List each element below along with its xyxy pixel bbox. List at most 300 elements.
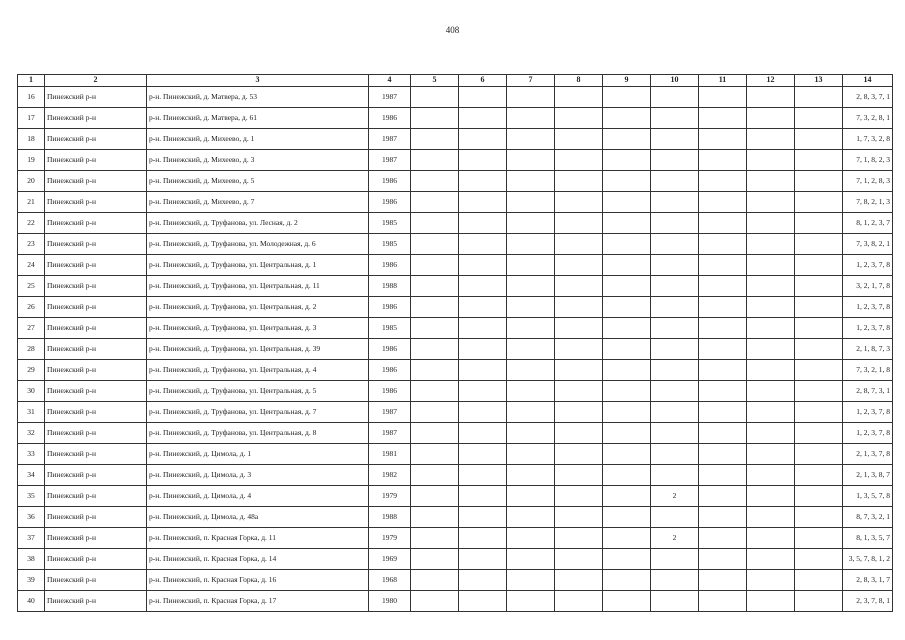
column-header: 13 [795,75,843,87]
cell-col14: 2, 8, 7, 3, 1 [843,381,893,402]
cell-col10 [651,87,699,108]
cell-address: р-н. Пинежский, д. Труфанова, ул. Центральная, д. 4 [147,360,369,381]
cell-col12 [747,213,795,234]
cell-year: 1986 [369,108,411,129]
cell-district: Пинежский р-н [45,570,147,591]
cell-col14: 2, 1, 3, 8, 7 [843,465,893,486]
cell-col5 [411,591,459,612]
cell-col11 [699,255,747,276]
cell-col6 [459,444,507,465]
cell-col10: 2 [651,486,699,507]
cell-col9 [603,486,651,507]
cell-col10 [651,171,699,192]
cell-col12 [747,549,795,570]
cell-col8 [555,150,603,171]
cell-col10 [651,318,699,339]
cell-col13 [795,507,843,528]
cell-address: р-н. Пинежский, д. Труфанова, ул. Центральная, д. 39 [147,339,369,360]
cell-district: Пинежский р-н [45,297,147,318]
cell-district: Пинежский р-н [45,87,147,108]
column-header: 12 [747,75,795,87]
cell-col6 [459,381,507,402]
cell-col6 [459,276,507,297]
cell-address: р-н. Пинежский, д. Труфанова, ул. Центральная, д. 2 [147,297,369,318]
cell-address: р-н. Пинежский, д. Михеево, д. 7 [147,192,369,213]
column-header: 10 [651,75,699,87]
cell-col11 [699,108,747,129]
cell-col11 [699,507,747,528]
cell-year: 1988 [369,276,411,297]
table-row [18,549,893,570]
cell-col10 [651,549,699,570]
table-row [18,360,893,381]
table-row [18,339,893,360]
cell-col9 [603,570,651,591]
cell-col6 [459,465,507,486]
cell-col7 [507,255,555,276]
cell-col12 [747,591,795,612]
cell-col11 [699,549,747,570]
cell-col12 [747,234,795,255]
cell-number: 29 [18,360,45,381]
cell-col13 [795,192,843,213]
cell-col12 [747,444,795,465]
cell-col8 [555,570,603,591]
cell-address: р-н. Пинежский, д. Михеево, д. 1 [147,129,369,150]
cell-col6 [459,360,507,381]
cell-col13 [795,213,843,234]
cell-col13 [795,549,843,570]
cell-col9 [603,276,651,297]
cell-year: 1987 [369,150,411,171]
cell-col6 [459,339,507,360]
table-row [18,192,893,213]
cell-number: 21 [18,192,45,213]
cell-col7 [507,339,555,360]
table-row [18,486,893,507]
cell-col5 [411,192,459,213]
cell-col10 [651,339,699,360]
cell-col14: 1, 3, 5, 7, 8 [843,486,893,507]
cell-col12 [747,192,795,213]
table-row [18,171,893,192]
cell-col5 [411,381,459,402]
cell-district: Пинежский р-н [45,192,147,213]
cell-year: 1986 [369,255,411,276]
cell-col7 [507,381,555,402]
cell-col12 [747,129,795,150]
cell-col11 [699,486,747,507]
cell-number: 16 [18,87,45,108]
column-header: 5 [411,75,459,87]
cell-year: 1986 [369,360,411,381]
cell-col14: 7, 8, 2, 1, 3 [843,192,893,213]
cell-col12 [747,402,795,423]
cell-col13 [795,423,843,444]
column-header: 4 [369,75,411,87]
cell-address: р-н. Пинежский, д. Труфанова, ул. Центральная, д. 1 [147,255,369,276]
cell-col6 [459,570,507,591]
cell-district: Пинежский р-н [45,465,147,486]
cell-col8 [555,255,603,276]
cell-col5 [411,339,459,360]
cell-col5 [411,528,459,549]
cell-col7 [507,234,555,255]
column-header: 7 [507,75,555,87]
cell-col7 [507,402,555,423]
cell-col7 [507,444,555,465]
table-row [18,87,893,108]
cell-year: 1986 [369,339,411,360]
cell-col13 [795,591,843,612]
column-header: 8 [555,75,603,87]
cell-address: р-н. Пинежский, д. Труфанова, ул. Центральная, д. 3 [147,318,369,339]
cell-col6 [459,129,507,150]
cell-col8 [555,213,603,234]
cell-col7 [507,591,555,612]
cell-col12 [747,255,795,276]
cell-number: 37 [18,528,45,549]
cell-col11 [699,570,747,591]
cell-year: 1968 [369,570,411,591]
cell-col8 [555,591,603,612]
cell-col6 [459,591,507,612]
cell-district: Пинежский р-н [45,255,147,276]
column-header: 9 [603,75,651,87]
cell-district: Пинежский р-н [45,150,147,171]
cell-district: Пинежский р-н [45,444,147,465]
cell-col5 [411,108,459,129]
cell-col9 [603,213,651,234]
cell-col5 [411,507,459,528]
cell-col7 [507,318,555,339]
cell-district: Пинежский р-н [45,360,147,381]
cell-col12 [747,381,795,402]
cell-col14: 2, 1, 3, 7, 8 [843,444,893,465]
cell-year: 1985 [369,318,411,339]
cell-col6 [459,423,507,444]
cell-col5 [411,465,459,486]
cell-address: р-н. Пинежский, п. Красная Горка, д. 16 [147,570,369,591]
cell-col12 [747,297,795,318]
cell-col7 [507,549,555,570]
cell-col8 [555,549,603,570]
cell-col14: 1, 2, 3, 7, 8 [843,297,893,318]
cell-district: Пинежский р-н [45,171,147,192]
cell-address: р-н. Пинежский, д. Цимола, д. 48а [147,507,369,528]
cell-year: 1986 [369,297,411,318]
cell-col6 [459,297,507,318]
cell-col13 [795,381,843,402]
cell-col6 [459,549,507,570]
cell-col9 [603,549,651,570]
cell-number: 40 [18,591,45,612]
cell-col8 [555,423,603,444]
cell-col5 [411,549,459,570]
table-row [18,234,893,255]
cell-district: Пинежский р-н [45,108,147,129]
cell-number: 17 [18,108,45,129]
table-row [18,129,893,150]
cell-col9 [603,528,651,549]
cell-col11 [699,276,747,297]
cell-col5 [411,213,459,234]
cell-col8 [555,528,603,549]
cell-col9 [603,339,651,360]
cell-col9 [603,171,651,192]
cell-number: 25 [18,276,45,297]
cell-col11 [699,591,747,612]
cell-col11 [699,465,747,486]
table-row [18,507,893,528]
cell-col11 [699,444,747,465]
cell-col6 [459,234,507,255]
cell-district: Пинежский р-н [45,507,147,528]
cell-district: Пинежский р-н [45,213,147,234]
cell-district: Пинежский р-н [45,318,147,339]
cell-year: 1988 [369,507,411,528]
cell-district: Пинежский р-н [45,276,147,297]
cell-col9 [603,234,651,255]
cell-district: Пинежский р-н [45,528,147,549]
cell-col14: 8, 1, 2, 3, 7 [843,213,893,234]
cell-col11 [699,402,747,423]
cell-col8 [555,381,603,402]
cell-col10 [651,297,699,318]
cell-number: 20 [18,171,45,192]
cell-col5 [411,360,459,381]
table-row [18,108,893,129]
cell-col11 [699,129,747,150]
cell-year: 1981 [369,444,411,465]
cell-col7 [507,276,555,297]
cell-col10 [651,465,699,486]
cell-col14: 1, 7, 3, 2, 8 [843,129,893,150]
cell-col8 [555,108,603,129]
cell-year: 1986 [369,171,411,192]
table-header-row [18,75,893,87]
cell-col9 [603,465,651,486]
table-row [18,402,893,423]
cell-col13 [795,129,843,150]
cell-number: 19 [18,150,45,171]
cell-col14: 1, 2, 3, 7, 8 [843,402,893,423]
cell-address: р-н. Пинежский, д. Цимола, д. 3 [147,465,369,486]
cell-number: 24 [18,255,45,276]
page-number: 408 [445,25,460,35]
cell-col14: 8, 7, 3, 2, 1 [843,507,893,528]
table-row [18,528,893,549]
cell-col5 [411,402,459,423]
cell-col11 [699,171,747,192]
cell-year: 1985 [369,213,411,234]
table-row [18,150,893,171]
cell-col7 [507,465,555,486]
cell-col10 [651,108,699,129]
cell-address: р-н. Пинежский, д. Михеево, д. 3 [147,150,369,171]
cell-district: Пинежский р-н [45,129,147,150]
cell-col13 [795,297,843,318]
cell-col5 [411,150,459,171]
cell-year: 1969 [369,549,411,570]
cell-col8 [555,171,603,192]
table-row [18,444,893,465]
cell-col12 [747,108,795,129]
cell-col8 [555,276,603,297]
cell-col14: 1, 2, 3, 7, 8 [843,318,893,339]
cell-district: Пинежский р-н [45,234,147,255]
cell-year: 1987 [369,87,411,108]
column-header: 11 [699,75,747,87]
table-row [18,276,893,297]
cell-col12 [747,528,795,549]
cell-col10 [651,402,699,423]
cell-col10 [651,255,699,276]
cell-col9 [603,255,651,276]
cell-col11 [699,318,747,339]
cell-col12 [747,171,795,192]
cell-col8 [555,129,603,150]
cell-number: 33 [18,444,45,465]
cell-col14: 3, 2, 1, 7, 8 [843,276,893,297]
cell-col8 [555,87,603,108]
column-header: 3 [147,75,369,87]
cell-col10 [651,591,699,612]
cell-col6 [459,255,507,276]
cell-col8 [555,297,603,318]
cell-year: 1987 [369,129,411,150]
cell-col9 [603,423,651,444]
cell-col5 [411,486,459,507]
cell-col7 [507,486,555,507]
table-body [18,87,893,612]
cell-col6 [459,213,507,234]
cell-number: 26 [18,297,45,318]
cell-col12 [747,507,795,528]
cell-col10 [651,129,699,150]
cell-col9 [603,402,651,423]
cell-number: 23 [18,234,45,255]
cell-address: р-н. Пинежский, д. Труфанова, ул. Центральная, д. 5 [147,381,369,402]
cell-year: 1986 [369,381,411,402]
cell-col13 [795,234,843,255]
cell-col13 [795,255,843,276]
cell-col7 [507,360,555,381]
cell-district: Пинежский р-н [45,381,147,402]
cell-col11 [699,150,747,171]
cell-col6 [459,87,507,108]
cell-address: р-н. Пинежский, п. Красная Горка, д. 17 [147,591,369,612]
cell-number: 35 [18,486,45,507]
cell-col7 [507,528,555,549]
cell-col5 [411,129,459,150]
cell-col7 [507,87,555,108]
cell-col14: 3, 5, 7, 8, 1, 2 [843,549,893,570]
cell-col12 [747,465,795,486]
cell-address: р-н. Пинежский, д. Труфанова, ул. Лесная, д. 2 [147,213,369,234]
cell-col11 [699,234,747,255]
cell-col10 [651,276,699,297]
table-row [18,570,893,591]
cell-col14: 7, 1, 2, 8, 3 [843,171,893,192]
cell-year: 1987 [369,402,411,423]
cell-col9 [603,591,651,612]
cell-district: Пинежский р-н [45,402,147,423]
cell-col13 [795,276,843,297]
cell-col5 [411,234,459,255]
cell-col8 [555,486,603,507]
cell-col6 [459,486,507,507]
cell-year: 1980 [369,591,411,612]
cell-district: Пинежский р-н [45,591,147,612]
cell-col11 [699,423,747,444]
cell-col6 [459,528,507,549]
cell-col13 [795,171,843,192]
cell-number: 32 [18,423,45,444]
registry-table [17,74,893,612]
cell-col5 [411,297,459,318]
cell-col6 [459,507,507,528]
cell-col10 [651,192,699,213]
cell-number: 18 [18,129,45,150]
cell-year: 1982 [369,465,411,486]
cell-address: р-н. Пинежский, д. Цимола, д. 4 [147,486,369,507]
cell-col9 [603,381,651,402]
cell-col14: 1, 2, 3, 7, 8 [843,423,893,444]
cell-col10 [651,150,699,171]
cell-col14: 7, 3, 2, 1, 8 [843,360,893,381]
cell-col14: 2, 1, 8, 7, 3 [843,339,893,360]
cell-col9 [603,150,651,171]
cell-col8 [555,465,603,486]
cell-col10 [651,213,699,234]
cell-col5 [411,255,459,276]
cell-col12 [747,360,795,381]
cell-number: 39 [18,570,45,591]
cell-col5 [411,318,459,339]
cell-col13 [795,318,843,339]
cell-year: 1985 [369,234,411,255]
cell-col10: 2 [651,528,699,549]
cell-col9 [603,297,651,318]
cell-col12 [747,87,795,108]
cell-col6 [459,318,507,339]
cell-col13 [795,339,843,360]
cell-address: р-н. Пинежский, д. Труфанова, ул. Центральная, д. 7 [147,402,369,423]
cell-col7 [507,171,555,192]
cell-col12 [747,150,795,171]
cell-col7 [507,570,555,591]
cell-col13 [795,486,843,507]
cell-address: р-н. Пинежский, д. Труфанова, ул. Центральная, д. 11 [147,276,369,297]
cell-col10 [651,507,699,528]
cell-col14: 1, 2, 3, 7, 8 [843,255,893,276]
cell-col6 [459,150,507,171]
cell-col10 [651,360,699,381]
cell-col9 [603,192,651,213]
cell-col13 [795,444,843,465]
cell-col10 [651,234,699,255]
cell-col7 [507,297,555,318]
cell-district: Пинежский р-н [45,486,147,507]
cell-address: р-н. Пинежский, п. Красная Горка, д. 14 [147,549,369,570]
cell-col11 [699,87,747,108]
cell-number: 31 [18,402,45,423]
cell-col8 [555,234,603,255]
cell-col13 [795,465,843,486]
cell-col12 [747,486,795,507]
cell-col7 [507,423,555,444]
